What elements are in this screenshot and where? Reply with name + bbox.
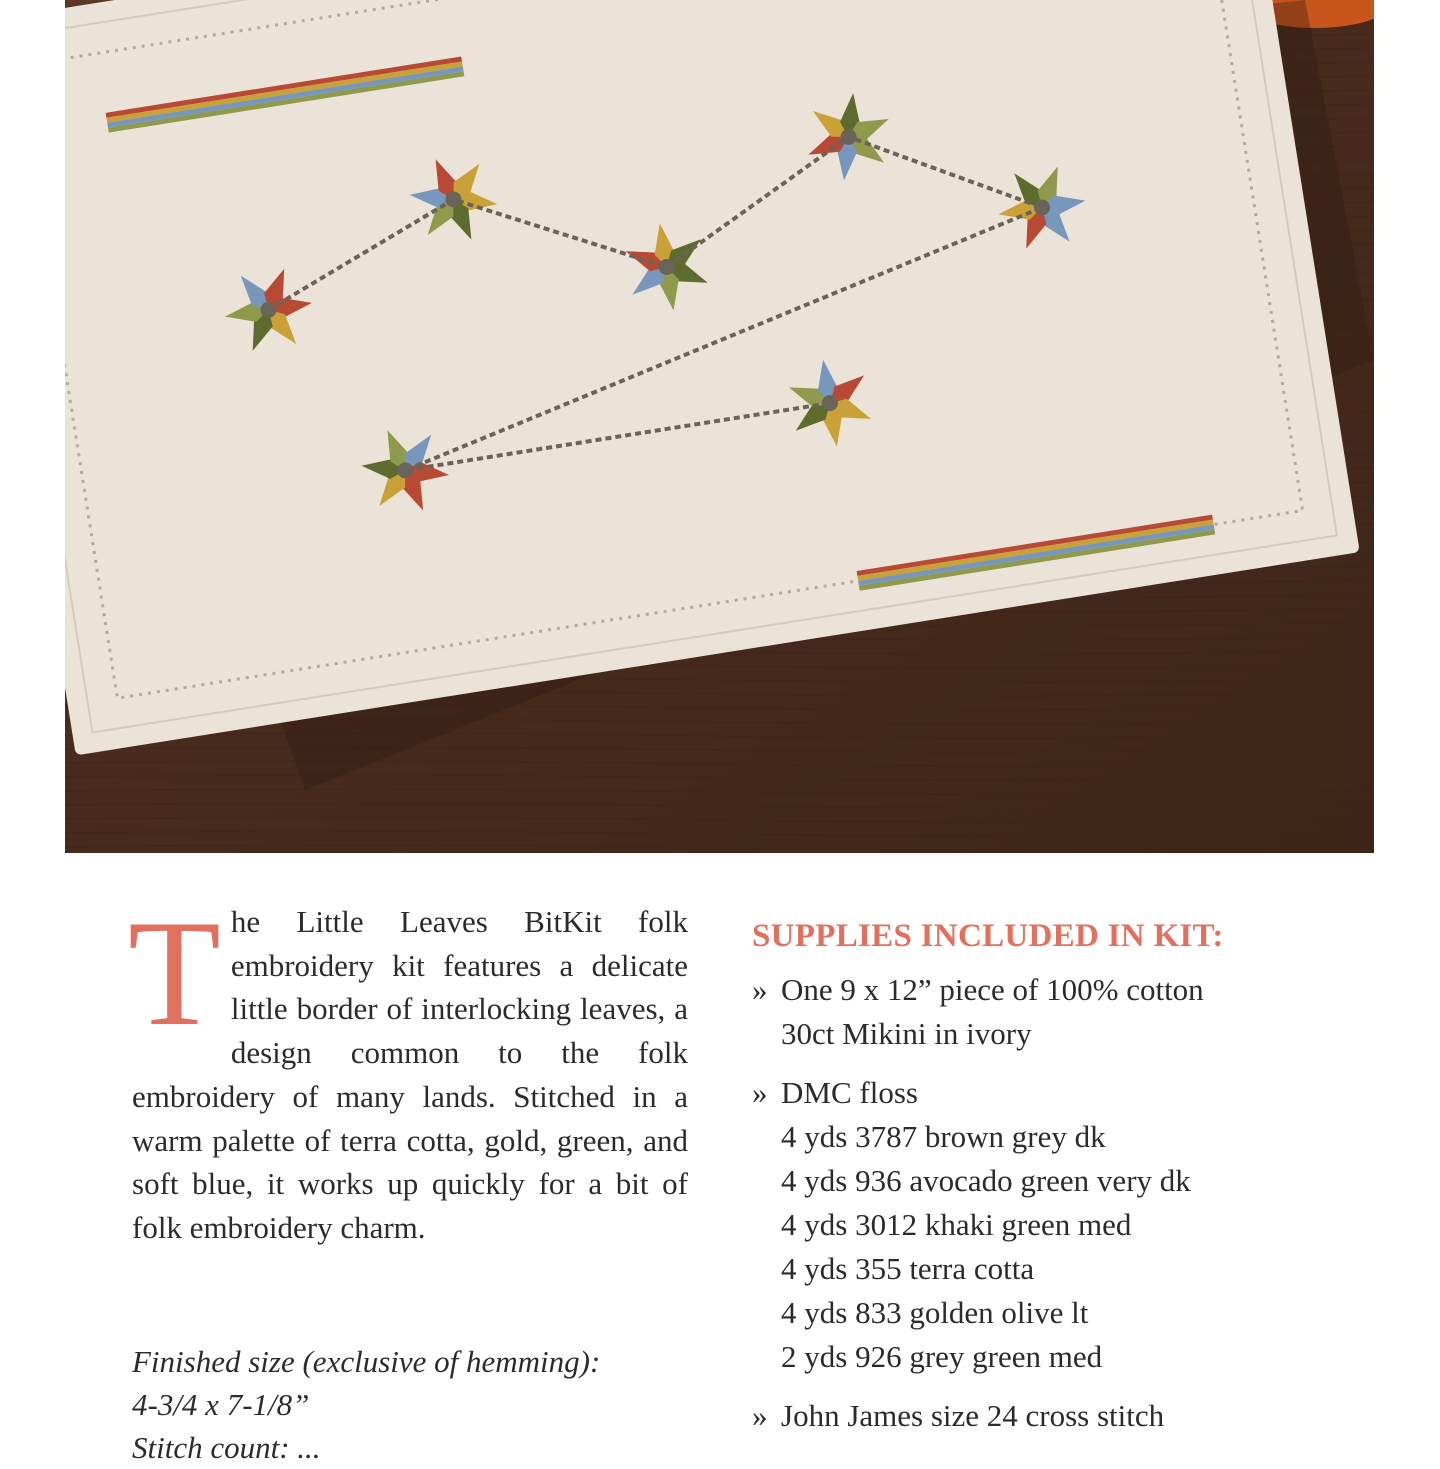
bullet-icon: »: [752, 1398, 768, 1433]
finished-size-label: Finished size (exclusive of hemming):: [132, 1344, 601, 1379]
supply-text: One 9 x 12” piece of 100% cotton: [781, 972, 1204, 1007]
embroidery-photo: [65, 0, 1374, 853]
bullet-icon: »: [752, 1075, 768, 1110]
supply-item-detail: [752, 1203, 1312, 1247]
bullet-icon: »: [752, 972, 768, 1007]
supply-text: DMC floss: [781, 1075, 918, 1110]
finished-size-value: 4-3/4 x 7-1/8”: [132, 1387, 310, 1422]
stitch-count: Stitch count: ...: [132, 1430, 321, 1465]
supply-item-detail: [752, 1012, 1312, 1056]
supplies-list: [752, 968, 1312, 1438]
intro-text: he Little Leaves BitKit folk embroidery kit features a delicate little border of interlocking leaves, a design common to the folk embroidery of many lands. Stitched in a warm palette of terra cotta, gold, green, and soft blue, it works up quickly for a bit of folk embroidery charm.: [132, 904, 688, 1245]
finished-size: [132, 1340, 692, 1469]
drop-cap: T: [128, 889, 221, 1057]
supply-text: 4 yds 355 terra cotta: [781, 1251, 1035, 1286]
supply-text: John James size 24 cross stitch: [781, 1398, 1165, 1433]
supply-item-detail: [752, 1247, 1312, 1291]
supply-item-detail: [752, 1335, 1312, 1379]
supply-text: 4 yds 936 avocado green very dk: [781, 1163, 1191, 1198]
supply-item: [752, 968, 1312, 1056]
supply-text: 30ct Mikini in ivory: [781, 1016, 1032, 1051]
supplies-heading: SUPPLIES INCLUDED IN KIT:: [752, 918, 1224, 954]
supply-text: 4 yds 3787 brown grey dk: [781, 1119, 1106, 1154]
supply-item: [752, 1394, 1312, 1438]
supply-text: 2 yds 926 grey green med: [781, 1339, 1103, 1374]
supply-text: 4 yds 3012 khaki green med: [781, 1207, 1132, 1242]
supply-text: 4 yds 833 golden olive lt: [781, 1295, 1089, 1330]
supply-item-title: [752, 1394, 1312, 1438]
supply-item-detail: [752, 1291, 1312, 1335]
intro-paragraph: [128, 889, 688, 1250]
supply-item-detail: [752, 1159, 1312, 1203]
supplies-section: [752, 914, 1312, 1453]
supply-item-detail: [752, 1115, 1312, 1159]
supply-item-title: [752, 1071, 1312, 1115]
supply-item-title: [752, 968, 1312, 1012]
supply-item: [752, 1071, 1312, 1379]
